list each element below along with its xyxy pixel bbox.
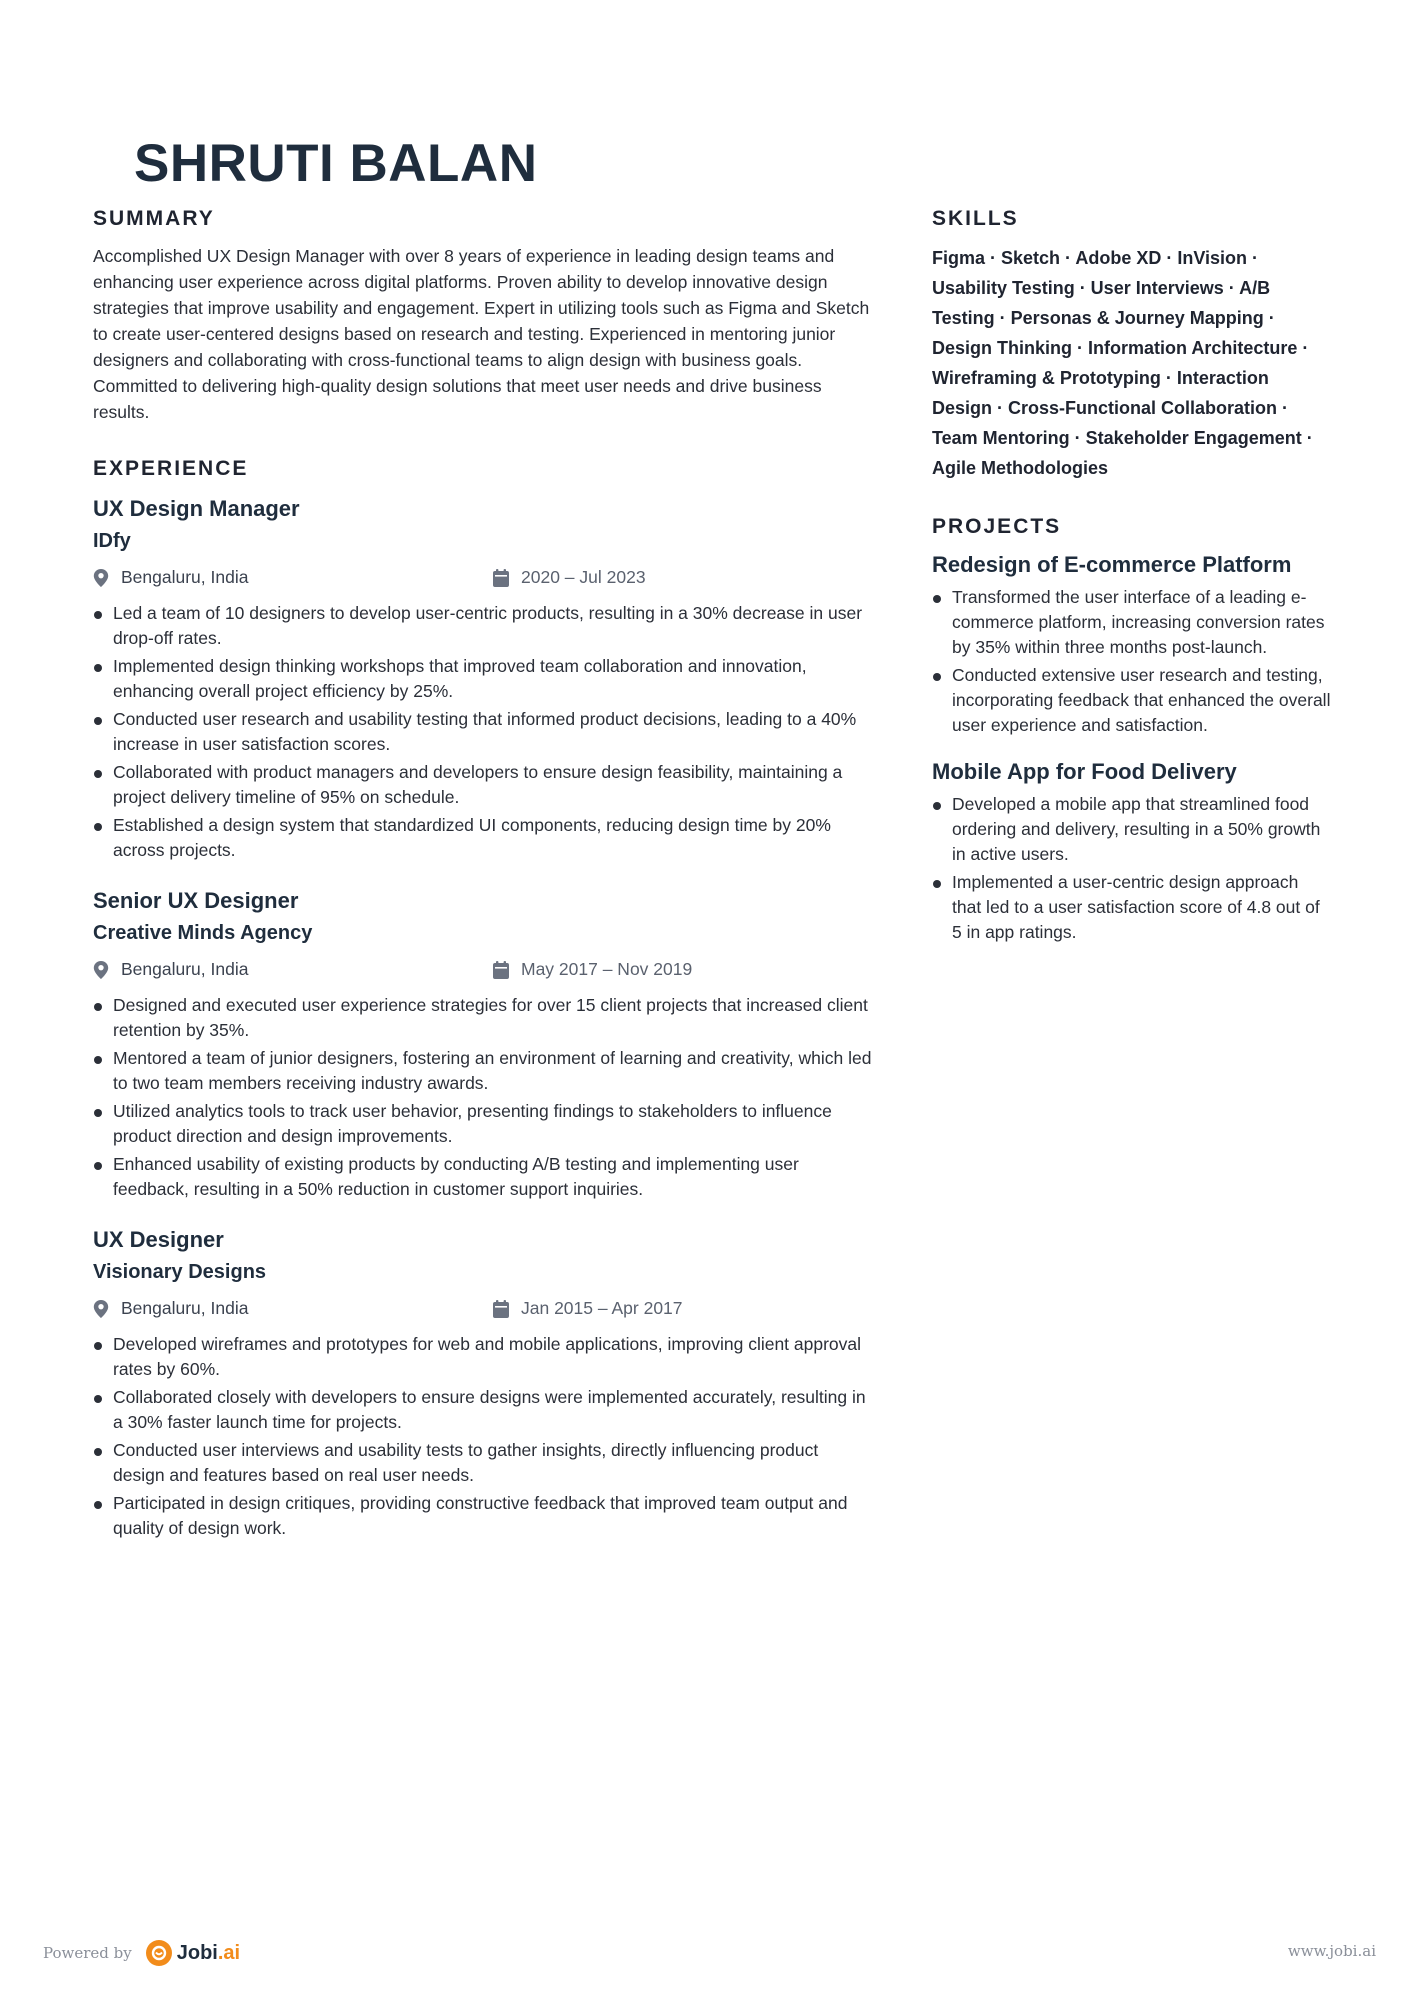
logo-accent: .ai <box>217 1941 241 1964</box>
experience-title: EXPERIENCE <box>93 457 249 480</box>
map-pin-icon <box>93 569 109 587</box>
list-item: Conducted extensive user research and testing, incorporating feedback that enhanced the overall user experience and satisfaction. <box>932 663 1332 738</box>
list-item: Conducted user research and usability testing that informed product decisions, leading to a 40% increase in user satisfaction scores. <box>93 707 873 757</box>
job-bullets <box>93 993 873 1202</box>
skills-title: SKILLS <box>932 207 1019 230</box>
right-column <box>932 205 1332 948</box>
map-pin-icon <box>93 961 109 979</box>
footer-url[interactable]: www.jobi.ai <box>1287 1942 1376 1960</box>
list-item: Implemented design thinking workshops that improved team collaboration and innovation, enhancing overall project efficiency by 25%. <box>93 654 873 704</box>
calendar-icon <box>493 569 509 587</box>
list-item: Designed and executed user experience strategies for over 15 client projects that increased client retention by 35%. <box>93 993 873 1043</box>
job-meta <box>93 959 873 989</box>
logo-main: Jobi <box>176 1941 218 1964</box>
footer-branding <box>43 1940 240 1966</box>
list-item: Mentored a team of junior designers, fostering an environment of learning and creativity, which led to two team members receiving industry awards. <box>93 1046 873 1096</box>
job-bullets <box>93 601 873 863</box>
list-item: Collaborated closely with developers to ensure designs were implemented accurately, resulting in a 30% faster launch time for projects. <box>93 1385 873 1435</box>
job-company: IDfy <box>93 530 131 552</box>
job-meta <box>93 1298 873 1328</box>
list-item: Led a team of 10 designers to develop user-centric products, resulting in a 30% decrease in user drop-off rates. <box>93 601 873 651</box>
project-entry <box>932 756 1332 945</box>
job-dates <box>493 959 692 980</box>
job-dates-text: 2020 – Jul 2023 <box>521 567 646 587</box>
job-entry <box>93 493 873 863</box>
job-meta <box>93 567 873 597</box>
jobi-logo-text[interactable] <box>177 1942 240 1965</box>
job-dates <box>493 567 646 588</box>
job-dates-text: May 2017 – Nov 2019 <box>521 959 693 979</box>
job-dates <box>493 1298 683 1319</box>
calendar-icon <box>493 1300 509 1318</box>
job-entry <box>93 1224 873 1541</box>
job-role: UX Design Manager <box>93 496 300 521</box>
list-item: Participated in design critiques, providing constructive feedback that improved team output and quality of design work. <box>93 1491 873 1541</box>
list-item: Collaborated with product managers and developers to ensure design feasibility, maintaining a project delivery timeline of 95% on schedule. <box>93 760 873 810</box>
job-company: Creative Minds Agency <box>93 922 313 944</box>
project-bullets <box>932 792 1332 945</box>
job-location-text: Bengaluru, India <box>121 1298 249 1318</box>
job-location-text: Bengaluru, India <box>121 567 249 587</box>
job-entry <box>93 885 873 1202</box>
skills-list: Figma · Sketch · Adobe XD · InVision · Usability Testing · User Interviews · A/B Testing · Personas & Journey Mapping · Design Thinking · Information Architecture · Wireframing & Prototyping · Interaction Design · Cross-Functional Collaboration · Team Mentoring · Stakeholder Engagement · Agile Methodologies <box>932 248 1313 478</box>
project-name: Redesign of E-commerce Platform <box>932 552 1292 577</box>
job-location <box>93 959 248 980</box>
list-item: Transformed the user interface of a leading e-commerce platform, increasing conversion rates by 35% within three months post-launch. <box>932 585 1332 660</box>
summary-title: SUMMARY <box>93 207 215 230</box>
job-dates-text: Jan 2015 – Apr 2017 <box>521 1298 683 1318</box>
job-role: Senior UX Designer <box>93 888 299 913</box>
job-company: Visionary Designs <box>93 1261 267 1283</box>
list-item: Established a design system that standardized UI components, reducing design time by 20% across projects. <box>93 813 873 863</box>
jobi-logo-icon <box>146 1940 172 1966</box>
list-item: Utilized analytics tools to track user behavior, presenting findings to stakeholders to influence product direction and design improvements. <box>93 1099 873 1149</box>
project-name: Mobile App for Food Delivery <box>932 759 1237 784</box>
projects-title: PROJECTS <box>932 515 1062 538</box>
job-location <box>93 567 248 588</box>
calendar-icon <box>493 961 509 979</box>
project-bullets <box>932 585 1332 738</box>
candidate-name: SHRUTI BALAN <box>134 134 538 193</box>
list-item: Developed wireframes and prototypes for web and mobile applications, improving client approval rates by 60%. <box>93 1332 873 1382</box>
job-role: UX Designer <box>93 1227 224 1252</box>
job-location-text: Bengaluru, India <box>121 959 249 979</box>
list-item: Conducted user interviews and usability tests to gather insights, directly influencing product design and features based on real user needs. <box>93 1438 873 1488</box>
list-item: Implemented a user-centric design approach that led to a user satisfaction score of 4.8 out of 5 in app ratings. <box>932 870 1332 945</box>
project-entry <box>932 549 1332 738</box>
job-location <box>93 1298 248 1319</box>
left-column <box>93 205 873 1544</box>
list-item: Developed a mobile app that streamlined food ordering and delivery, resulting in a 50% growth in active users. <box>932 792 1332 867</box>
map-pin-icon <box>93 1300 109 1318</box>
powered-by-label: Powered by <box>43 1944 132 1962</box>
summary-text: Accomplished UX Design Manager with over 8 years of experience in leading design teams and enhancing user experience across digital platforms. Proven ability to develop innovative design strategies that improve usability and engagement. Expert in utilizing tools such as Figma and Sketch to create user-centered designs based on research and testing. Experienced in mentoring junior designers and collaborating with cross-functional teams to align design with business goals. Committed to delivering high-quality design solutions that meet user needs and drive business results. <box>93 246 870 422</box>
list-item: Enhanced usability of existing products by conducting A/B testing and implementing user feedback, resulting in a 50% reduction in customer support inquiries. <box>93 1152 873 1202</box>
job-bullets <box>93 1332 873 1541</box>
